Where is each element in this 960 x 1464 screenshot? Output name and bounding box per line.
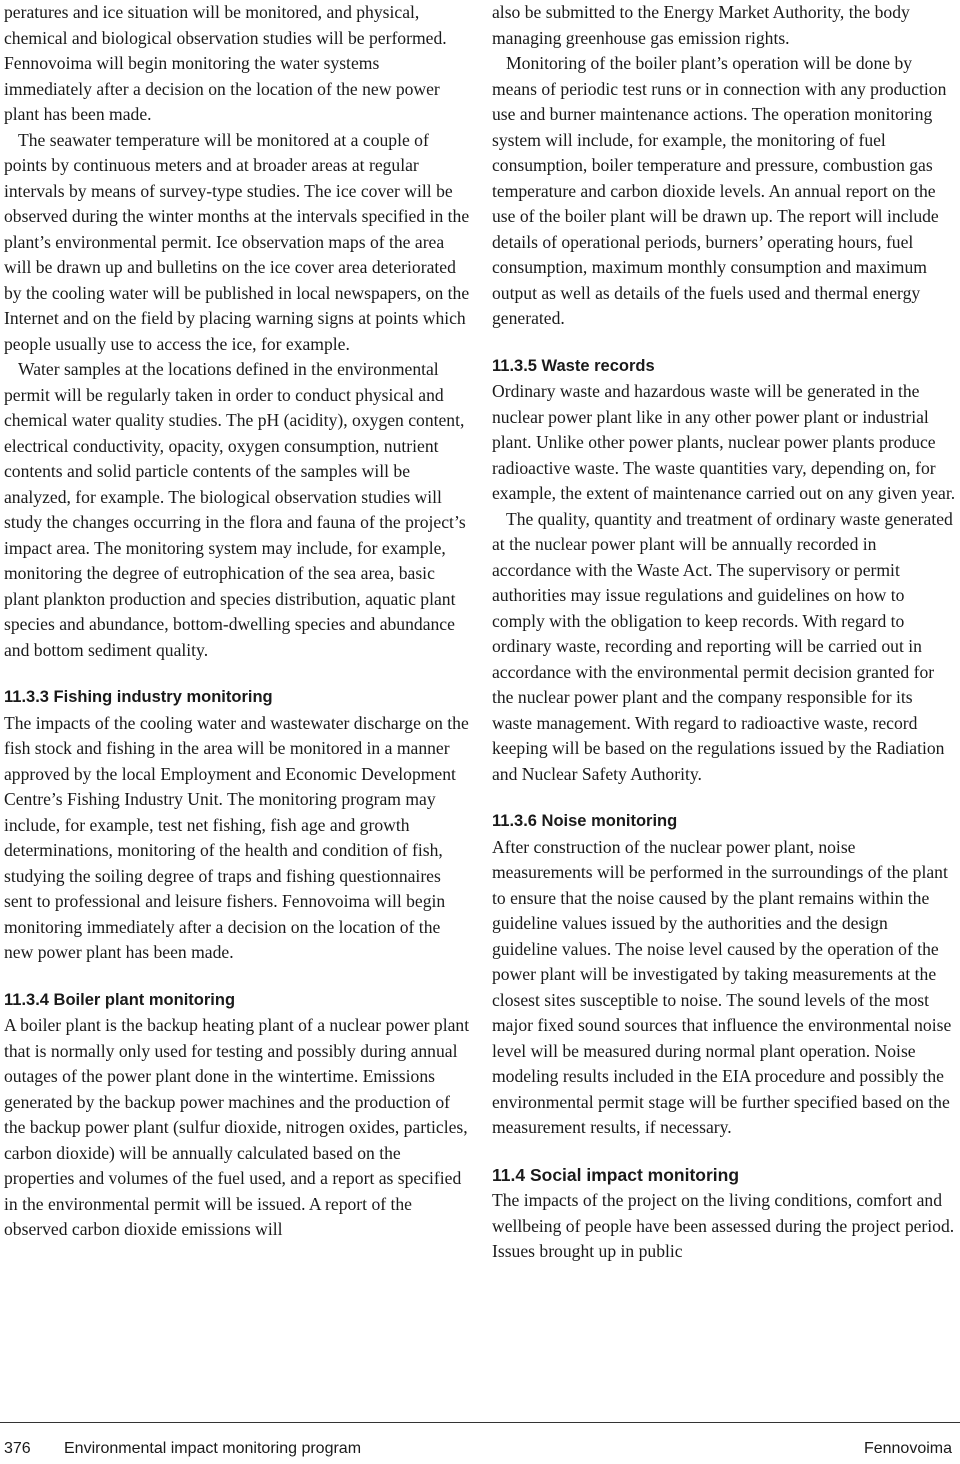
paragraph: Monitoring of the boiler plant’s operation will be done by means of periodic test runs or in connection with any production use and burner maintenance actions. The operation monitoring system will include, for example, the monitoring of fuel consumption, boiler temperature and pressure, combustion gas temperature and carbon dioxide levels. An annual report on the use of the boiler plant will be drawn up. The report will include details of operational periods, burners’ operating hours, fuel consumption, maximum monthly consumption and maximum output as well as details of the fuels used and thermal energy generated. (492, 53, 947, 328)
footer-divider (0, 1422, 960, 1423)
section-heading: 11.3.4 Boiler plant monitoring (4, 990, 236, 1009)
paragraph: also be submitted to the Energy Market Authority, the body managing greenhouse gas emission rights. (492, 2, 910, 48)
footer-section-title: Environmental impact monitoring program (64, 1440, 362, 1457)
section-heading: 11.3.6 Noise monitoring (492, 812, 678, 830)
paragraph: Water samples at the locations defined in the environmental permit will be regularly taken in order to conduct physical and chemical water quality studies. The pH (acidity), oxygen content, electrical conductivity, opacity, oxygen consumption, nutrient contents and solid particle contents of the samples will be analyzed, for example. The biological observation studies will study the changes occurring in the flora and fauna of the project’s impact area. The monitoring system may include, for example, monitoring the degree of eutrophication of the sea area, basic plant plankton production and species distribution, aquatic plant species and abundance, bottom-dwelling species and abundance and bottom sediment quality. (4, 359, 466, 660)
paragraph: The quality, quantity and treatment of ordinary waste generated at the nuclear power plant will be annually recorded in accordance with the Waste Act. The supervisory or permit authorities may issue regulations and guidelines on how to comply with the obligation to keep records. With regard to ordinary waste, recording and reporting will be carried out in accordance with the environmental permit decision granted for the nuclear power plant and the company responsible for its waste management. With regard to radioactive waste, record keeping will be based on the regulations issued by the Radiation and Nuclear Safety Authority. (492, 508, 953, 784)
paragraph: The impacts of the cooling water and wastewater discharge on the fish stock and fishing in the area will be monitored in a manner approved by the local Employment and Economic Development Centre’s Fishing Industry Unit. The monitoring program may include, for example, test net fishing, fish age and growth determinations, monitoring of the health and condition of fish, studying the soiling degree of traps and fishing questionnaires sent to professional and leisure fishers. Fennovoima will begin monitoring immediately after a decision on the location of the new power plant has been made. (4, 712, 469, 962)
page-number: 376 (4, 1440, 31, 1457)
page-footer (0, 1440, 960, 1462)
paragraph: The impacts of the project on the living conditions, comfort and wellbeing of people have been assessed during the project period. Issues brought up in public (492, 1190, 955, 1261)
paragraph: peratures and ice situation will be monitored, and physical, chemical and biological observation studies will be performed. Fennovoima will begin monitoring the water systems immediately after a decision on the location of the new power plant has been made. (4, 2, 447, 124)
paragraph: Ordinary waste and hazardous waste will be generated in the nuclear power plant like in any other power plant or industrial plant. Unlike other power plants, nuclear power plants produce radioactive waste. The waste quantities vary, depending on, for example, the extent of maintenance carried out on any given year. (492, 381, 956, 503)
section-heading: 11.3.5 Waste records (492, 356, 655, 375)
section-heading: 11.3.3 Fishing industry monitoring (4, 688, 273, 706)
paragraph: After construction of the nuclear power plant, noise measurements will be performed in the surroundings of the plant to ensure that the noise caused by the plant remains within the guideline values issued by the authorities and the design guideline values. The noise level caused by the operation of the power plant will be investigated by taking measurements at the closest sites susceptible to noise. The sound levels of the most major fixed sound sources that influence the environmental noise level will be measured during normal plant operation. Noise modeling results included in the EIA procedure and possibly the environmental permit stage will be further specified based on the measurement results, if necessary. (492, 836, 952, 1137)
footer-brand: Fennovoima (863, 1440, 952, 1457)
paragraph: A boiler plant is the backup heating plant of a nuclear power plant that is normally only used for testing and possibly during annual outages of the power plant done in the wintertime. Emissions generated by the backup power machines and the production of the backup power plant (sulfur dioxide, nitrogen oxides, particles, carbon dioxide) will be annually calculated based on the properties and volumes of the fuel used, and a report as specified in the environmental permit will be issued. A report of the observed carbon dioxide emissions will (4, 1015, 470, 1239)
right-column (492, 0, 956, 1265)
section-heading: 11.4 Social impact monitoring (492, 1164, 740, 1185)
paragraph: The seawater temperature will be monitored at a couple of points by continuous meters and at broader areas at regular intervals by means of survey-type studies. The ice cover will be observed during the winter months at the intervals specified in the plant’s environmental permit. Ice observation maps of the area will be drawn up and bulletins on the ice cover area deteriorated by the cooling water will be published in local newspapers, on the Internet and on the field by placing warning signs at points which people usually use to access the ice, for example. (4, 129, 470, 354)
left-column (4, 0, 470, 1243)
